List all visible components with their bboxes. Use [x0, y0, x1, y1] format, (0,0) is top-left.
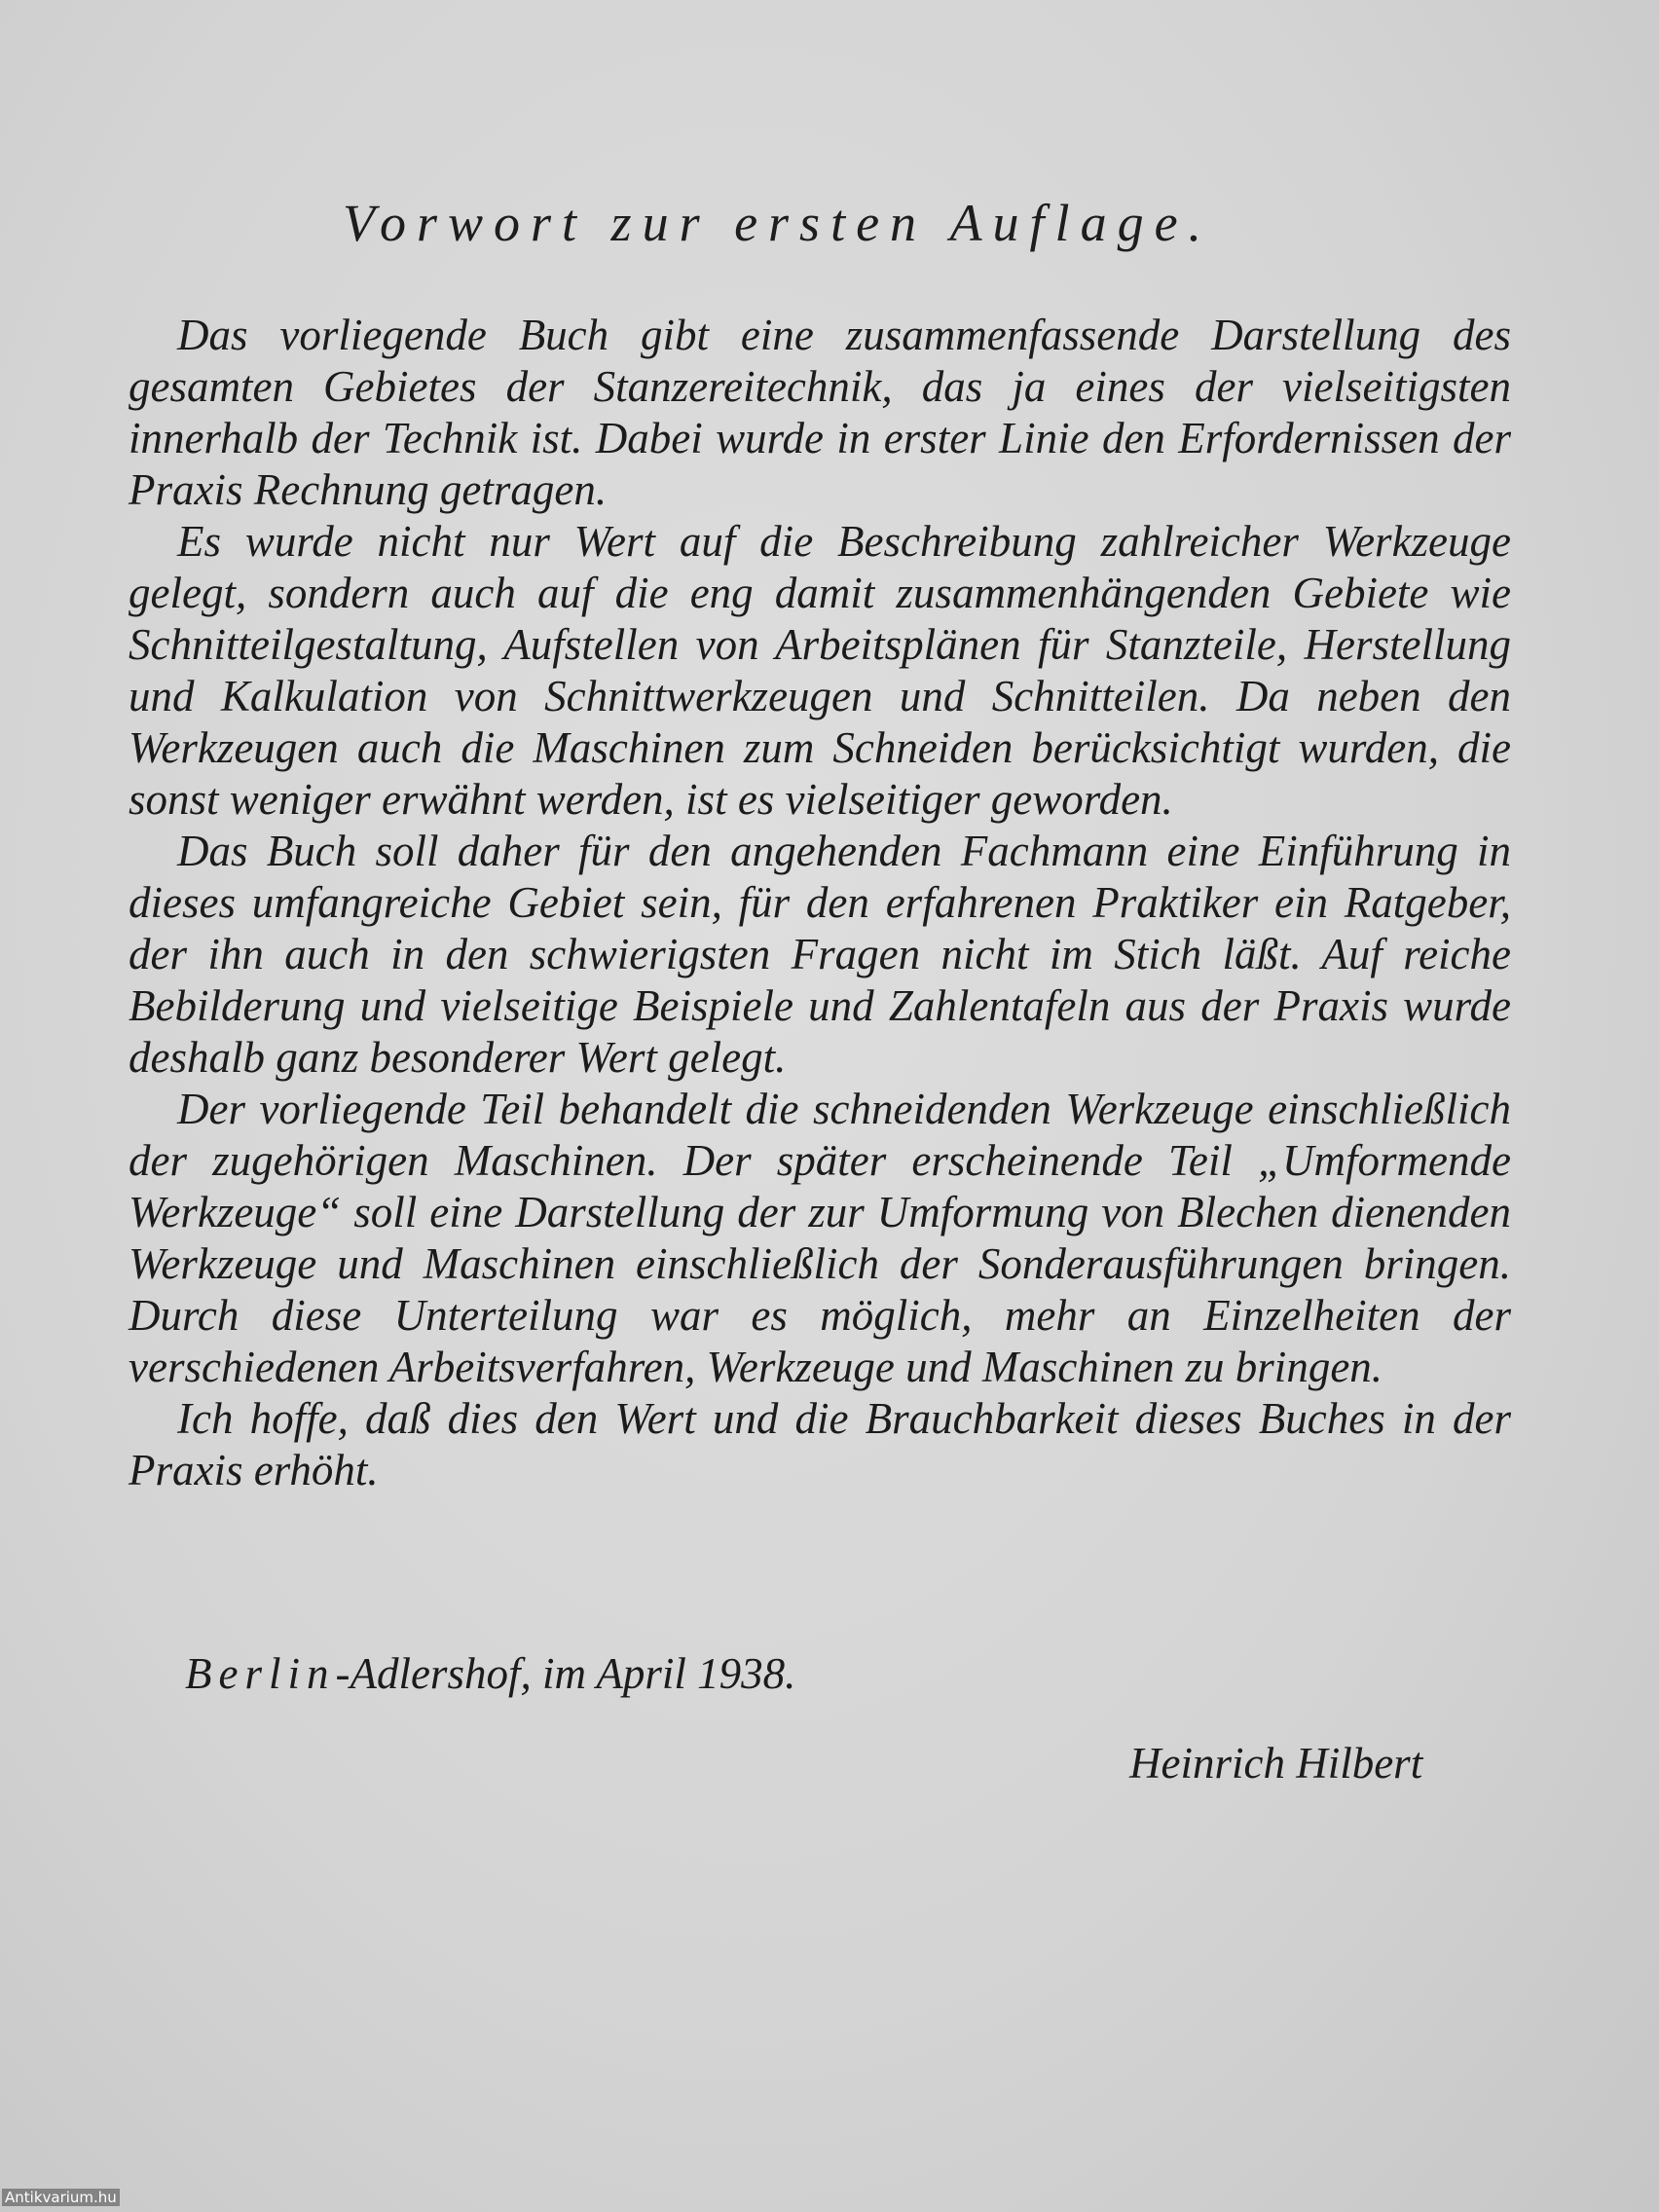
place-date-rest: -Adlershof, im April 1938. [335, 1649, 796, 1698]
author-signature: Heinrich Hilbert [1129, 1739, 1423, 1788]
watermark-text: Antikvarium.hu [2, 2189, 120, 2206]
paragraph: Das Buch soll daher für den angehenden Fachmann eine Einführung in dieses umfangreiche Gebiet sein, für den erfahrenen Praktiker ein Ratgeber, der ihn auch in den schwierigsten Fragen nicht im Stich läßt. Auf reiche Bebilderung und vielseitige Beispiele und Zahlentafeln aus der Praxis wurde deshalb ganz besonderer Wert gelegt. [129, 827, 1511, 1082]
preface-body [129, 310, 1511, 1496]
place-date-line [185, 1648, 795, 1699]
page-title: Vorwort zur ersten Auflage. [343, 194, 1213, 252]
place-name: Berlin [185, 1649, 336, 1698]
paragraph: Es wurde nicht nur Wert auf die Beschreibung zahlreicher Werkzeuge gelegt, sondern auch auf die eng damit zusammenhängenden Gebiete wie Schnitteilgestaltung, Aufstellen von Arbeitsplänen für Stanzteile, Herstellung und Kalkulation von Schnittwerkzeugen und Schnitteilen. Da neben den Werkzeugen auch die Maschinen zum Schneiden berücksichtigt wurden, die sonst weniger erwähnt werden, ist es vielseitiger geworden. [129, 517, 1511, 824]
paragraph: Das vorliegende Buch gibt eine zusammenfassende Darstellung des gesamten Gebietes der Stanzereitechnik, das ja eines der vielseitigsten innerhalb der Technik ist. Dabei wurde in erster Linie den Erfordernissen der Praxis Rechnung getragen. [129, 311, 1511, 514]
paragraph: Der vorliegende Teil behandelt die schneidenden Werkzeuge einschließlich der zugehörigen Maschinen. Der später erscheinende Teil „Umformende Werkzeuge“ soll eine Darstellung der zur Umformung von Blechen dienenden Werkzeuge und Maschinen einschließlich der Sonderausführungen bringen. Durch diese Unterteilung war es möglich, mehr an Einzelheiten der verschiedenen Arbeitsverfahren, Werkzeuge und Maschinen zu bringen. [129, 1085, 1511, 1391]
paragraph: Ich hoffe, daß dies den Wert und die Brauchbarkeit dieses Buches in der Praxis erhöht. [129, 1394, 1511, 1494]
